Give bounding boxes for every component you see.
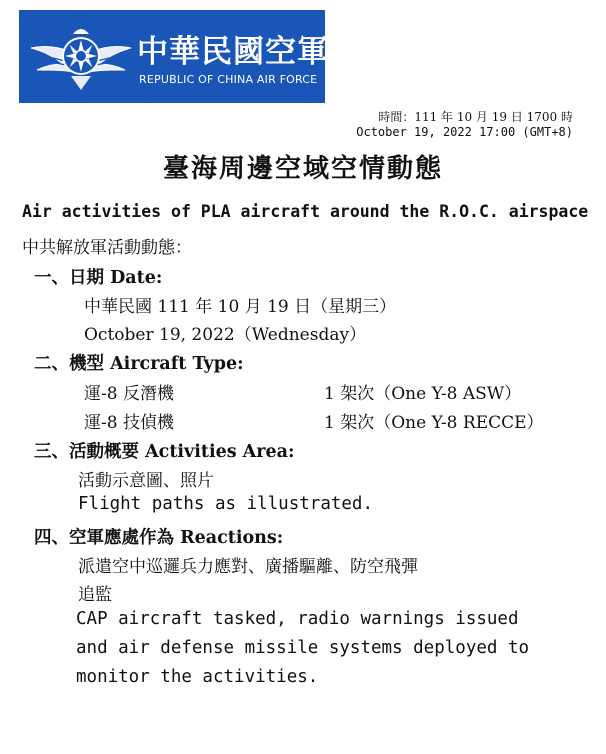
logo-english-name: REPUBLIC OF CHINA AIR FORCE [139,73,318,86]
section-reactions-heading: 四、空軍應處作為 Reactions: [34,528,284,548]
aircraft-count-1: 1 架次（One Y-8 ASW） [324,384,522,404]
section-date-heading: 一、日期 Date: [34,268,163,288]
logo-chinese-name: 中華民國空軍 [137,34,329,70]
air-force-logo [19,10,329,103]
timestamp-chinese: 時間：111 年 10 月 19 日 1700 時 [378,110,573,124]
reactions-chinese-1: 派遣空中巡邏兵力應對、廣播驅離、防空飛彈 [78,557,418,577]
reactions-english-3: monitor the activities. [76,667,319,687]
reactions-chinese-2: 追監 [78,585,112,605]
aircraft-type-2: 運-8 技偵機 [84,413,174,433]
area-chinese: 活動示意圖、照片 [78,471,214,491]
reactions-english-1: CAP aircraft tasked, radio warnings issued [76,609,519,629]
page-title-chinese: 臺海周邊空域空情動態 [162,154,443,184]
section-area-heading: 三、活動概要 Activities Area: [34,442,295,462]
area-english: Flight paths as illustrated. [78,494,374,514]
intro-text: 中共解放軍活動動態： [22,238,192,258]
date-english: October 19, 2022（Wednesday） [84,325,367,345]
reactions-english-2: and air defense missile systems deployed to [76,638,530,658]
date-chinese: 中華民國 111 年 10 月 19 日（星期三） [84,297,397,317]
section-aircraft-heading: 二、機型 Aircraft Type: [34,354,244,374]
aircraft-count-2: 1 架次（One Y-8 RECCE） [324,413,544,433]
air-force-emblem-icon [29,18,133,96]
aircraft-type-1: 運-8 反潛機 [84,384,174,404]
page-title-english: Air activities of PLA aircraft around the R.O.C. airspace [22,202,589,221]
timestamp-english: October 19, 2022 17:00 (GMT+8) [356,125,573,139]
